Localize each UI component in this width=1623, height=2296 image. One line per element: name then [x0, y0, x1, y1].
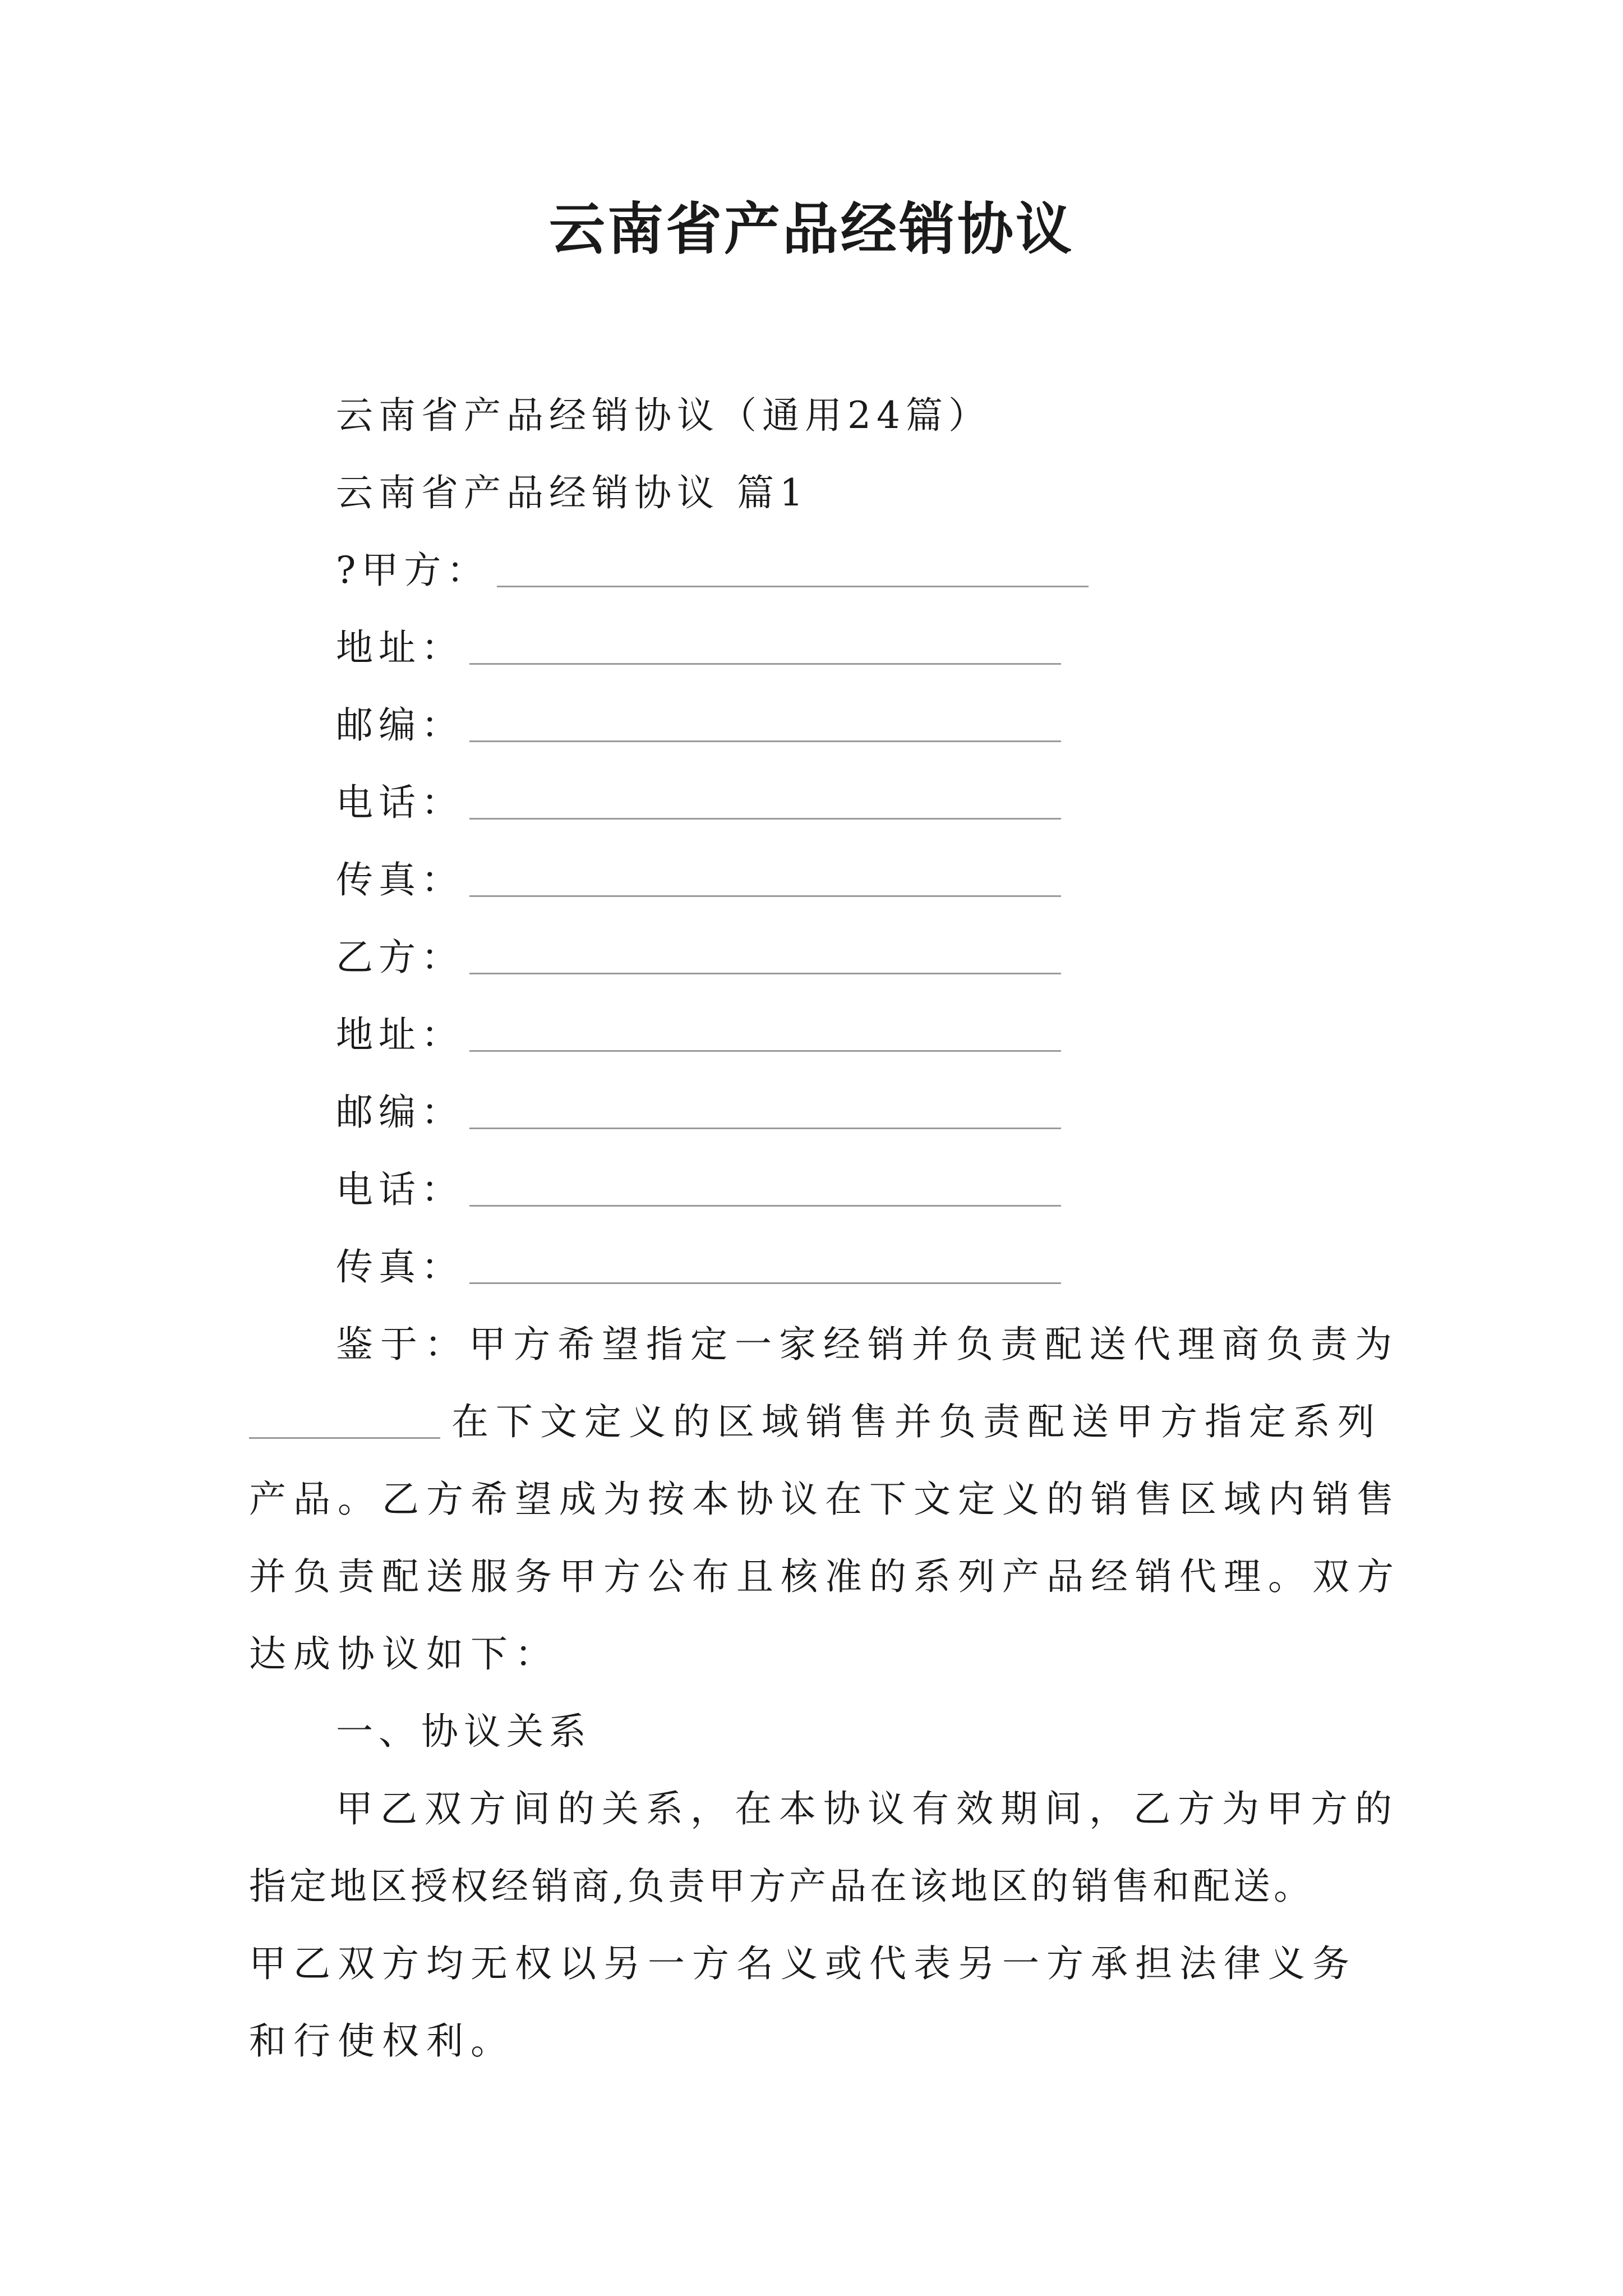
party-a-postcode-blank[interactable]: [469, 740, 1061, 742]
field-label: 乙方：: [336, 936, 464, 979]
field-label: 传真：: [336, 1245, 464, 1289]
paragraph-line: 鉴于：甲方希望指定一家经销并负责配送代理商负责为: [336, 1323, 1399, 1366]
party-b-address-field: [249, 996, 1382, 1074]
party-b-name-blank[interactable]: [469, 973, 1061, 974]
party-a-fax-field: [249, 841, 1382, 919]
paragraph-line: 达成协议如下：: [249, 1632, 559, 1676]
party-a-address-field: [249, 609, 1382, 687]
region-blank[interactable]: [249, 1437, 440, 1439]
document-subtitle: 云南省产品经销协议（通用24篇）: [336, 394, 991, 437]
party-a-postcode-field: [249, 687, 1382, 764]
whereas-paragraph: [249, 1306, 1401, 1693]
paragraph-line: 甲乙双方均无权以另一方名义或代表另一方承担法律义务: [249, 1942, 1357, 1985]
paragraph-line: 指定地区授权经销商,负责甲方产品在该地区的销售和配送。: [249, 1865, 1314, 1908]
party-b-postcode-field: [249, 1074, 1382, 1151]
party-a-fax-blank[interactable]: [469, 895, 1061, 897]
paragraph-line-text: 在下文定义的区域销售并负责配送甲方指定系列: [451, 1400, 1382, 1443]
field-label: 邮编：: [336, 1091, 464, 1134]
party-a-phone-field: [249, 764, 1382, 841]
field-label: 电话：: [336, 781, 464, 824]
party-b-fax-field: [249, 1228, 1382, 1306]
party-b-fax-blank[interactable]: [469, 1282, 1061, 1284]
field-label: 地址：: [336, 1013, 464, 1056]
party-b-address-blank[interactable]: [469, 1050, 1061, 1052]
party-a-phone-blank[interactable]: [469, 818, 1061, 820]
party-b-name-field: [249, 919, 1382, 996]
paragraph-line: 甲乙双方间的关系，在本协议有效期间，乙方为甲方的: [336, 1787, 1399, 1830]
paragraph-line: 并负责配送服务甲方公布且核准的系列产品经销代理。双方: [249, 1555, 1401, 1598]
party-a-address-blank[interactable]: [469, 663, 1061, 665]
field-label: 邮编：: [336, 703, 464, 747]
paragraph-line: 产品。乙方希望成为按本协议在下文定义的销售区域内销售: [249, 1478, 1401, 1521]
field-label: ?甲方：: [336, 549, 490, 592]
party-b-phone-blank[interactable]: [469, 1205, 1061, 1207]
section-heading: 一、协议关系: [336, 1710, 592, 1753]
section-paragraph: [249, 1770, 1399, 2080]
document-title: 云南省产品经销协议: [549, 196, 1074, 262]
party-a-name-field: [249, 532, 1382, 609]
party-a-name-blank[interactable]: [497, 586, 1089, 587]
field-label: 地址：: [336, 626, 464, 669]
field-label: 电话：: [336, 1168, 464, 1211]
party-b-postcode-blank[interactable]: [469, 1128, 1061, 1129]
paragraph-line: 和行使权利。: [249, 2019, 515, 2063]
paragraph-line: [249, 1383, 1382, 1461]
chapter-heading: 云南省产品经销协议 篇1: [336, 471, 809, 514]
party-b-phone-field: [249, 1151, 1382, 1228]
field-label: 传真：: [336, 858, 464, 901]
document-body: [249, 377, 1401, 2080]
